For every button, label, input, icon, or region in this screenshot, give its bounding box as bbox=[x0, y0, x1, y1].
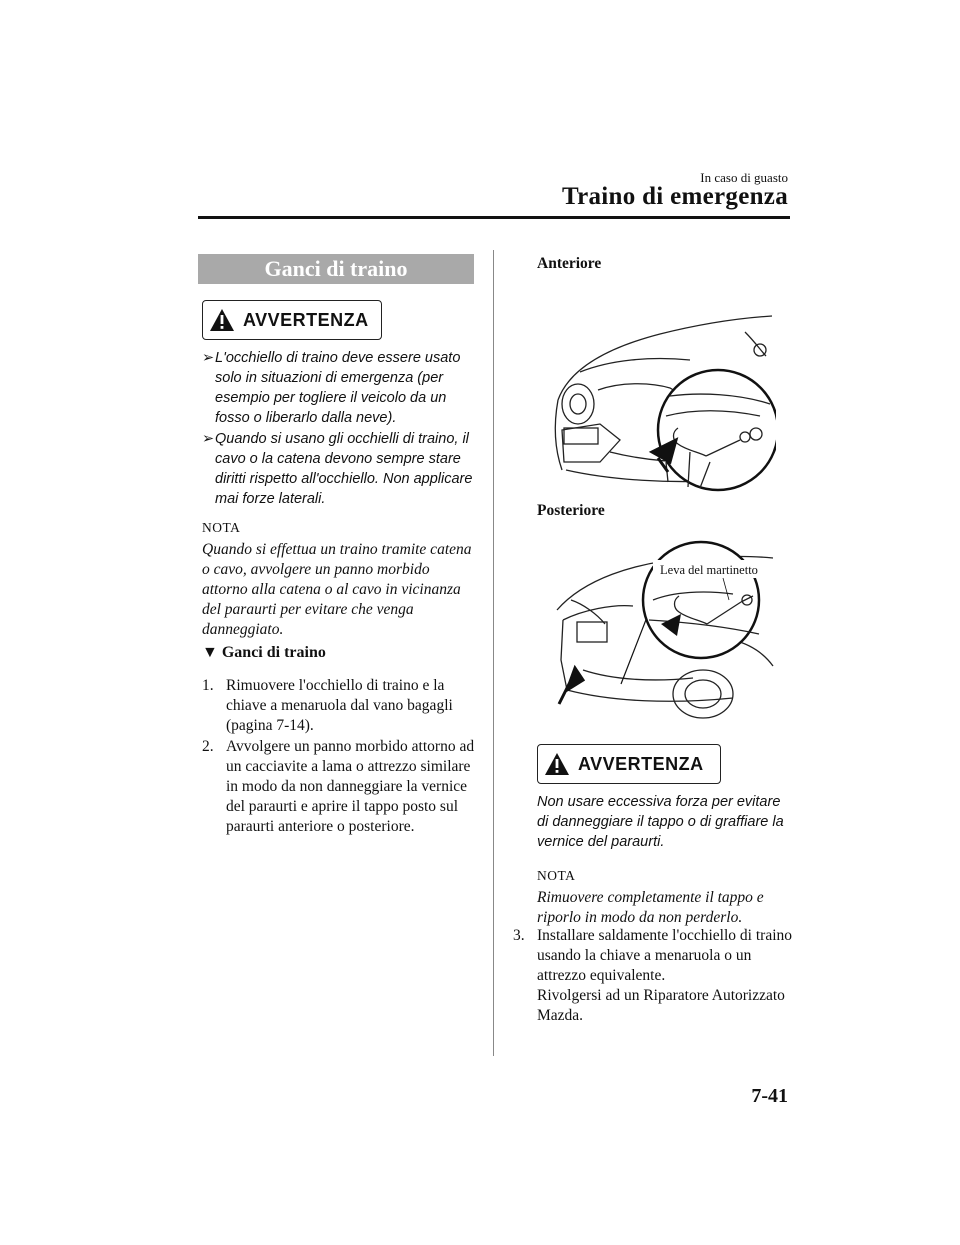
warning-item: ➢ Quando si usano gli occhielli di traino, il cavo o la catena devono sempre stare diritti rispetto all'occhiello. Non applicare mai forze laterali. bbox=[202, 431, 473, 507]
warning-label: AVVERTENZA bbox=[578, 753, 704, 774]
arrow-bullet-icon: ➢ bbox=[202, 350, 215, 366]
jack-lever-label: Leva del martinetto bbox=[660, 563, 758, 577]
step-item: 1. Rimuovere l'occhiello di traino e la chiave a menaruola dal vano bagagli (pagina 7-14). bbox=[202, 677, 453, 734]
subheading: ▼ Ganci di traino bbox=[202, 644, 326, 661]
nota-text: Quando si effettua un traino tramite catena o cavo, avvolgere un panno morbido attorno alla catena o al cavo in vicinanza del paraurti per evitare che venga danneggiato. bbox=[202, 541, 472, 638]
step-item: 2. Avvolgere un panno morbido attorno ad un cacciavite a lama o attrezzo similare in modo da non danneggiare la vernice del paraurti e aprire il tappo posto sul paraurti anteriore o posteriore. bbox=[202, 738, 475, 835]
step-note: Rivolgersi ad un Riparatore Autorizzato Mazda. bbox=[537, 987, 785, 1024]
front-label: Anteriore bbox=[537, 255, 602, 272]
warning-box bbox=[202, 300, 382, 340]
warning-icon bbox=[544, 752, 570, 776]
chapter-title: Traino di emergenza bbox=[561, 183, 788, 210]
step-item: 3. Installare saldamente l'occhiello di traino usando la chiave a menaruola o un attrezzo equivalente. Rivolgersi ad un Riparatore Autorizzato Mazda. bbox=[513, 927, 793, 1024]
section-label: In caso di guasto bbox=[700, 170, 788, 185]
front-bumper-illustration bbox=[540, 312, 776, 492]
rear-label: Posteriore bbox=[537, 502, 605, 519]
section-banner: Ganci di traino bbox=[198, 254, 474, 284]
nota-label: NOTA bbox=[202, 520, 241, 535]
warning-label: AVVERTENZA bbox=[243, 309, 369, 330]
column-divider bbox=[493, 250, 494, 1056]
header-rule bbox=[198, 216, 790, 219]
warning-item: ➢ L'occhiello di traino deve essere usato solo in situazioni di emergenza (per esempio per togliere il veicolo da un fosso o liberarlo dalla neve). bbox=[202, 350, 461, 426]
warning-box bbox=[537, 744, 721, 784]
arrow-bullet-icon: ➢ bbox=[202, 431, 215, 447]
nota-label: NOTA bbox=[537, 868, 576, 883]
warning-icon bbox=[209, 308, 235, 332]
warning-text: Non usare eccessiva forza per evitare di danneggiare il tappo o di graffiare la vernice del paraurti. bbox=[537, 794, 784, 850]
page-number: 7-41 bbox=[751, 1085, 788, 1107]
triangle-down-icon: ▼ bbox=[202, 644, 218, 661]
rear-bumper-illustration bbox=[553, 540, 775, 720]
nota-text: Rimuovere completamente il tappo e riporlo in modo da non perderlo. bbox=[537, 889, 764, 926]
